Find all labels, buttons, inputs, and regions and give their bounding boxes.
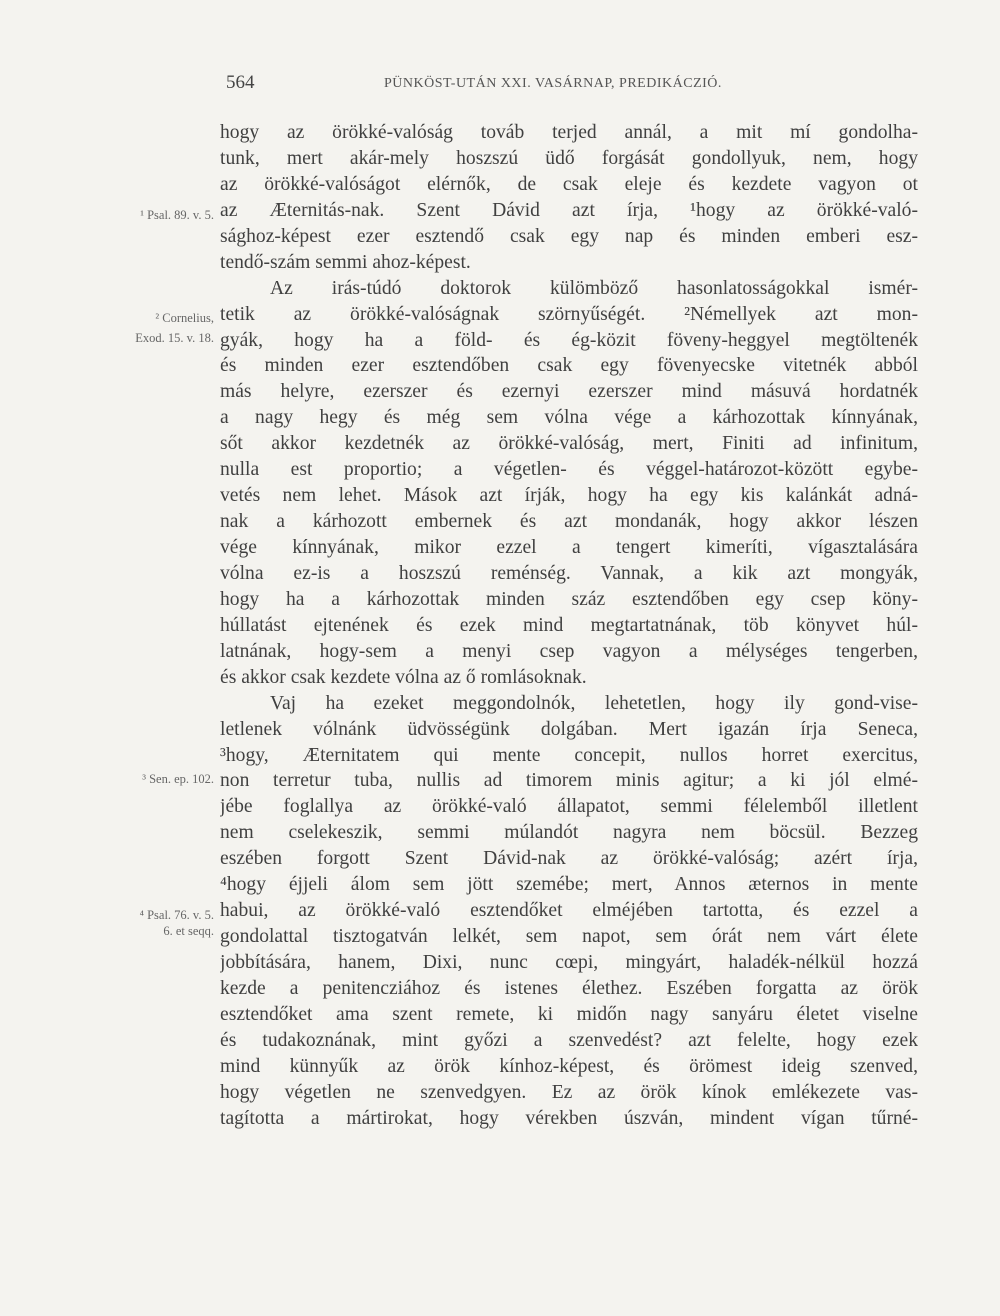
text-line: az Æternitás-nak. Szent Dávid azt írja, ¹hogy az örökké-való-: [220, 199, 918, 221]
text-line: nem cselekeszik, semmi múlandót nagyra nem böcsül. Bezzeg: [220, 822, 918, 844]
text-line: hogy ha a kárhozottak minden száz esztendőben egy csep köny-: [220, 588, 918, 610]
text-line: Vaj ha ezeket meggondolnók, lehetetlen, hogy ily gond-vise-: [270, 692, 918, 714]
text-line: letlenek vólnánk üdvösségünk dolgában. Mert igazán írja Seneca,: [220, 718, 918, 740]
text-line: és akkor csak kezdete vólna az ő romlásoknak.: [220, 666, 587, 688]
text-line: eszében forgott Szent Dávid-nak az örökké-valóság; azért írja,: [220, 848, 918, 870]
text-line: tetik az örökké-valóságnak szörnyűségét. ²Némellyek azt mon-: [220, 303, 918, 325]
margin-note: ⁴ Psal. 76. v. 5.: [139, 908, 214, 922]
text-line: a nagy hegy és még sem vólna vége a kárhozottak kínnyának,: [220, 407, 918, 429]
text-line: nak a kárhozott embernek és azt mondanák, hogy akkor lészen: [220, 511, 918, 533]
text-line: húllatást ejtenének és ezek mind megtartatnának, töb könyvet húl-: [220, 614, 918, 636]
text-line: tagította a mártirokat, hogy vérekben úszván, mindent vígan tűrné-: [220, 1107, 918, 1129]
text-line: jobbítására, hanem, Dixi, nunc cœpi, mingyárt, haladék-nélkül hozzá: [220, 952, 918, 973]
margin-note: Exod. 15. v. 18.: [135, 331, 214, 345]
text-line: ³hogy, Æternitatem qui mente concepit, nullos horret exercitus,: [220, 744, 918, 766]
body-text: [220, 120, 918, 1132]
page-header: [226, 72, 816, 98]
text-line: és minden ezer esztendőben csak egy fövenyecske vitetnék abból: [220, 355, 918, 377]
text-line: ⁴hogy éjjeli álom sem jött szemébe; mert, Annos æternos in mente: [220, 874, 918, 896]
text-line: vólna ez-is a hoszszú reménség. Vannak, a kik azt mongyák,: [220, 562, 918, 584]
text-line: Az irás-túdó doktorok külömböző hasonlatosságokkal ismér-: [270, 277, 918, 299]
text-line: kezde a penitencziához és istenes élethez. Eszében forgatta az örök: [220, 977, 918, 999]
text-line: és tudakoznának, mint győzi a szenvedést? azt felelte, hogy ezek: [220, 1029, 918, 1051]
text-line: mind künnyűk az örök kínhoz-képest, és örömest ideig szenved,: [220, 1055, 918, 1077]
margin-note: 6. et seqq.: [163, 924, 214, 938]
margin-note: ² Cornelius,: [155, 311, 214, 325]
text-line: tendő-szám semmi ahoz-képest.: [220, 251, 471, 273]
running-head: PÜNKÖST-UTÁN XXI. VASÁRNAP, PREDIKÁCZIÓ.: [384, 76, 722, 91]
text-line: hogy végetlen ne szenvedgyen. Ez az örök kínok emlékezete vas-: [220, 1081, 918, 1103]
margin-note: ³ Sen. ep. 102.: [142, 772, 214, 786]
text-line: sághoz-képest ezer esztendő csak egy nap és minden emberi esz-: [220, 225, 918, 247]
text-line: más helyre, ezerszer és ezernyi ezerszer mind másuvá hordatnék: [220, 381, 918, 403]
text-line: gondolattal tisztogatván lelkét, sem napot, sem órát nem várt élete: [220, 926, 918, 948]
text-line: habui, az örökké-való esztendőket elméjében tartotta, és ezzel a: [220, 900, 918, 922]
text-line: gyák, hogy ha a föld- és ég-közit föveny-heggyel megtöltenék: [220, 329, 918, 351]
text-line: az örökké-valóságot elérnők, de csak eleje és kezdete vagyon ot: [220, 173, 918, 195]
text-line: latnának, hogy-sem a menyi csep vagyon a mélységes tengerben,: [220, 640, 918, 662]
text-line: non terretur tuba, nullis ad timorem minis agitur; a ki jól elmé-: [220, 770, 918, 792]
margin-note: ¹ Psal. 89. v. 5.: [140, 208, 214, 222]
text-line: sőt akkor kezdetnék az örökké-valóság, mert, Finiti ad infinitum,: [220, 433, 918, 455]
text-line: jébe foglallya az örökké-való állapatot, semmi félelemből illetlent: [220, 796, 918, 818]
text-line: nulla est proportio; a végetlen- és véggel-határozot-között egybe-: [220, 459, 918, 481]
page-number: 564: [226, 72, 255, 93]
text-line: esztendőket ama szent remete, ki midőn nagy sanyáru életet viselne: [220, 1003, 918, 1025]
text-line: hogy az örökké-valóság továb terjed annál, a mit mí gondolha-: [220, 122, 918, 143]
text-line: vége kínnyának, mikor ezzel a tengert kimeríti, vígasztalására: [220, 537, 918, 558]
text-line: tunk, mert akár-mely hoszszú üdő forgását gondollyuk, nem, hogy: [220, 147, 918, 169]
text-line: vetés nem lehet. Mások azt írják, hogy ha egy kis kalánkát adná-: [220, 485, 918, 507]
